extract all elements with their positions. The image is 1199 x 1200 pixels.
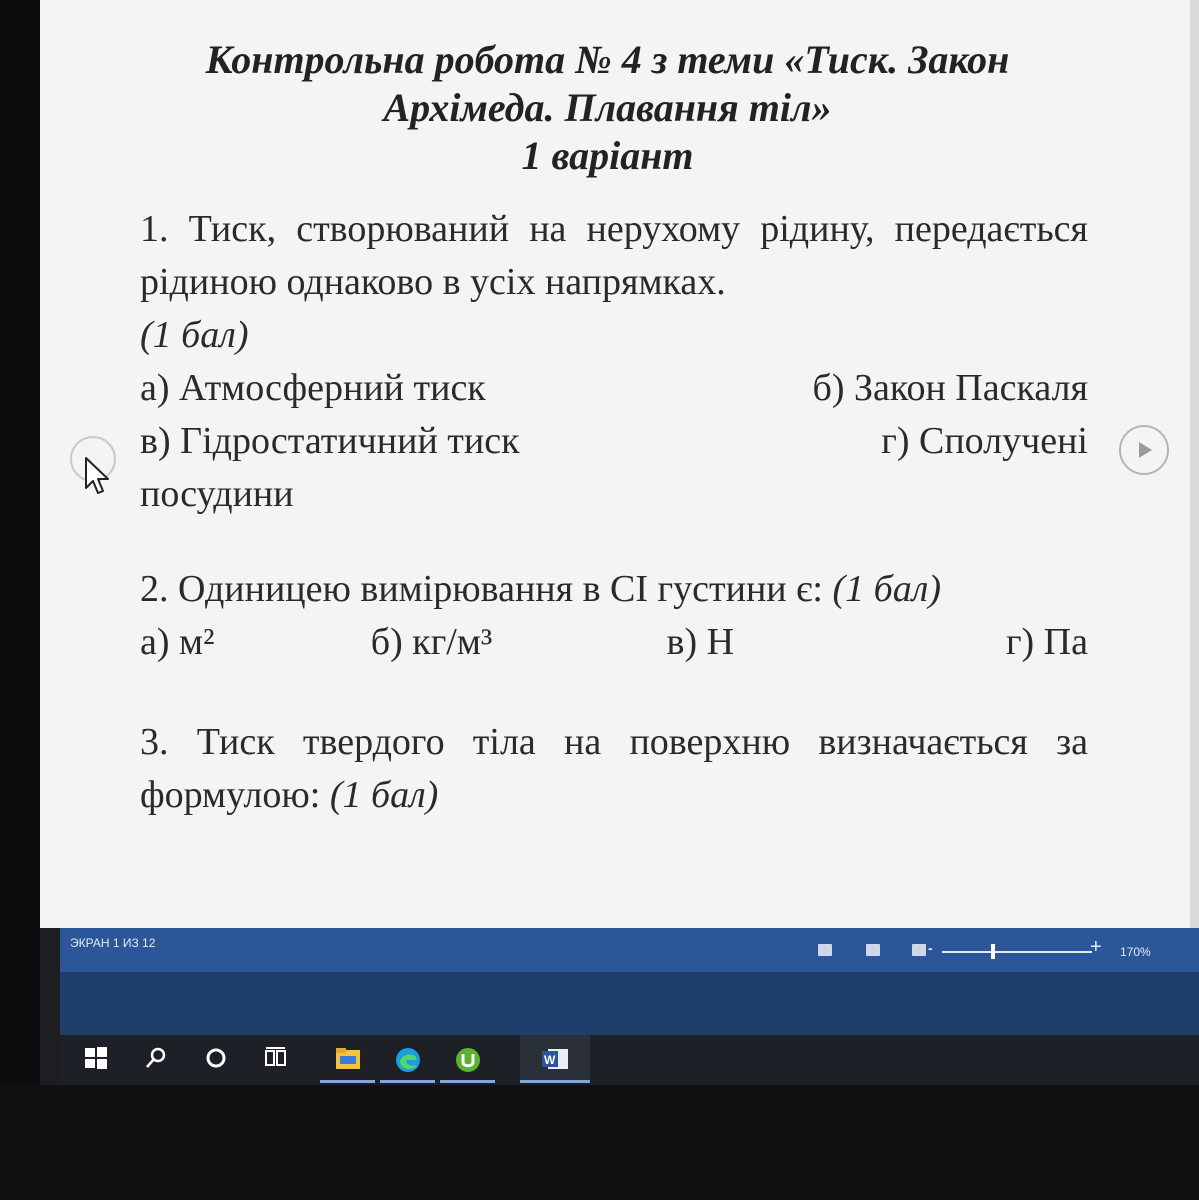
question-1-text [140,203,1088,309]
question-1-options-row-1 [140,362,1088,415]
zoom-out-button[interactable]: - [928,940,933,956]
question-3 [140,716,1088,822]
window-right-edge [1190,0,1199,928]
monitor-bezel [0,1085,1199,1200]
q1-option-b: б) Закон Паскаля [812,367,1088,409]
q2-option-b: б) кг/м³ [370,621,493,663]
question-1-options-row-2 [140,415,1088,468]
web-layout-icon[interactable] [912,944,926,956]
file-explorer-button[interactable] [320,1035,375,1083]
cortana-button[interactable] [190,1035,245,1083]
windows-start-icon [84,1046,108,1070]
edge-button[interactable] [380,1035,435,1083]
screen-indicator: ЭКРАН 1 ИЗ 12 [70,936,156,950]
word-button[interactable] [520,1035,590,1083]
next-screen-button[interactable] [1119,425,1169,475]
q1-option-d: г) Сполучені [881,420,1088,462]
edge-icon [394,1046,422,1074]
title-line-3: 1 варіант [521,133,694,178]
taskbar [60,1035,1199,1083]
zoom-slider-thumb[interactable] [991,944,995,959]
start-button[interactable] [70,1035,125,1083]
q1-option-d-continued: посудини [140,473,294,515]
search-button[interactable] [130,1035,185,1083]
q2-option-a: а) м² [140,621,215,663]
play-arrow-icon [1136,440,1154,460]
question-1-points: (1 бал) [140,314,249,356]
utorrent-icon [454,1046,482,1074]
zoom-level[interactable]: 170% [1120,945,1151,959]
mouse-cursor-icon [84,456,112,496]
question-2-options [140,616,1088,669]
title-line-1: Контрольна робота № 4 з теми «Тиск. Закон [205,37,1010,82]
print-layout-icon[interactable] [866,944,880,956]
status-bar [60,928,1199,972]
q1-option-a: а) Атмосферний тиск [140,367,486,409]
q2-option-c: в) Н [666,621,735,663]
desktop-background [60,972,1199,1035]
question-2-points: (1 бал) [832,568,941,610]
question-3-text [140,716,1088,822]
task-view-button[interactable] [250,1035,305,1083]
q1-option-c: в) Гідростатичний тиск [140,420,520,462]
q2-option-d: г) Па [1005,621,1088,663]
read-mode-icon[interactable] [818,944,832,956]
cortana-icon [204,1046,228,1070]
document-page [40,0,1190,928]
question-3-body: 3. Тиск твердого тіла на поверхню визначається за формулою: [140,721,1088,816]
question-2 [140,563,1088,669]
question-2-text [140,563,1088,616]
utorrent-button[interactable] [440,1035,495,1083]
question-1-body: 1. Тиск, створюваний на нерухому рідину, передається рідиною однаково в усіх напрямках. [140,208,1088,303]
zoom-slider[interactable] [942,951,1092,953]
question-1 [140,203,1088,521]
task-view-icon [264,1046,288,1070]
search-icon [144,1046,168,1070]
zoom-in-button[interactable]: + [1090,936,1102,958]
monitor-screen [40,0,1199,1085]
title-line-2: Архімеда. Плавання тіл» [383,85,832,130]
file-explorer-icon [334,1046,362,1072]
question-2-body: 2. Одиницею вимірювання в СІ густини є: [140,568,823,610]
question-3-points: (1 бал) [329,774,439,816]
svg-text:W: W [544,1053,556,1067]
document-title [140,36,1075,180]
word-icon [540,1046,570,1072]
